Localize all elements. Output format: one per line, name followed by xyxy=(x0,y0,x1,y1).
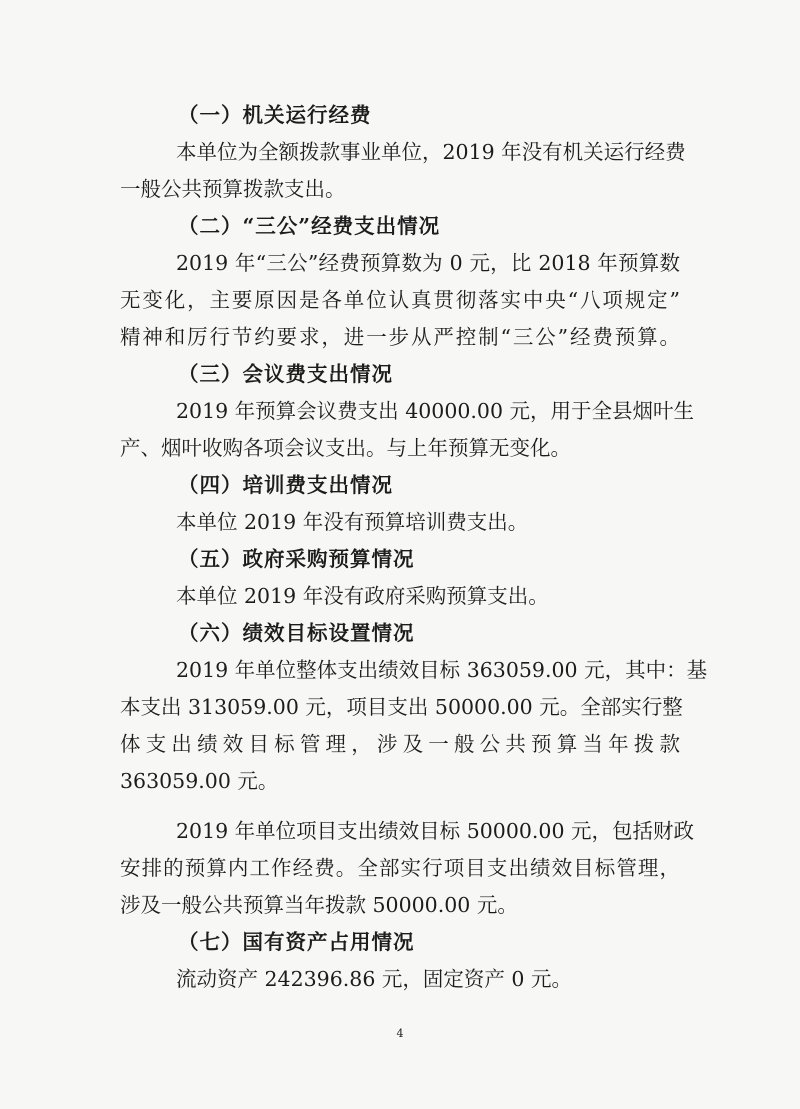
paragraph-line: 本支出 313059.00 元，项目支出 50000.00 元。全部实行整 xyxy=(120,695,683,719)
section-heading-5: （五）政府采购预算情况 xyxy=(178,547,415,571)
document-body xyxy=(120,97,708,998)
paragraph-line: 涉及一般公共预算当年拨款 50000.00 元。 xyxy=(120,893,518,917)
paragraph-line: 2019 年单位项目支出绩效目标 50000.00 元，包括财政 xyxy=(176,819,695,843)
paragraph-line: 本单位 2019 年没有政府采购预算支出。 xyxy=(176,584,549,608)
paragraph-line: 一般公共预算拨款支出。 xyxy=(120,177,346,201)
paragraph-line: 本单位 2019 年没有预算培训费支出。 xyxy=(176,510,529,534)
paragraph-line: 本单位为全额拨款事业单位，2019 年没有机关运行经费 xyxy=(176,140,686,164)
paragraph-line: 363059.00 元。 xyxy=(120,769,279,793)
paragraph-line: 流动资产 242396.86 元，固定资产 0 元。 xyxy=(176,967,572,991)
paragraph-spacer xyxy=(120,800,680,813)
paragraph-line: 体支出绩效目标管理，涉及一般公共预算当年拨款 xyxy=(120,732,680,756)
section-heading-2: （二）“三公”经费支出情况 xyxy=(178,214,441,238)
section-heading-1: （一）机关运行经费 xyxy=(178,103,372,127)
section-heading-7: （七）国有资产占用情况 xyxy=(178,930,415,954)
paragraph-line: 2019 年预算会议费支出 40000.00 元，用于全县烟叶生 xyxy=(176,399,695,423)
section-heading-3: （三）会议费支出情况 xyxy=(178,362,393,386)
section-heading-6: （六）绩效目标设置情况 xyxy=(178,621,415,645)
paragraph-line: 安排的预算内工作经费。全部实行项目支出绩效目标管理， xyxy=(120,856,680,880)
paragraph-line: 精神和厉行节约要求，进一步从严控制“三公”经费预算。 xyxy=(120,325,680,349)
paragraph-line: 产、烟叶收购各项会议支出。与上年预算无变化。 xyxy=(120,436,571,460)
paragraph-line: 无变化，主要原因是各单位认真贯彻落实中央“八项规定” xyxy=(120,288,680,312)
section-heading-4: （四）培训费支出情况 xyxy=(178,473,393,497)
paragraph-line: 2019 年单位整体支出绩效目标 363059.00 元，其中：基 xyxy=(176,658,708,682)
page-number: 4 xyxy=(396,1027,404,1040)
paragraph-line: 2019 年“三公”经费预算数为 0 元，比 2018 年预算数 xyxy=(176,251,680,275)
